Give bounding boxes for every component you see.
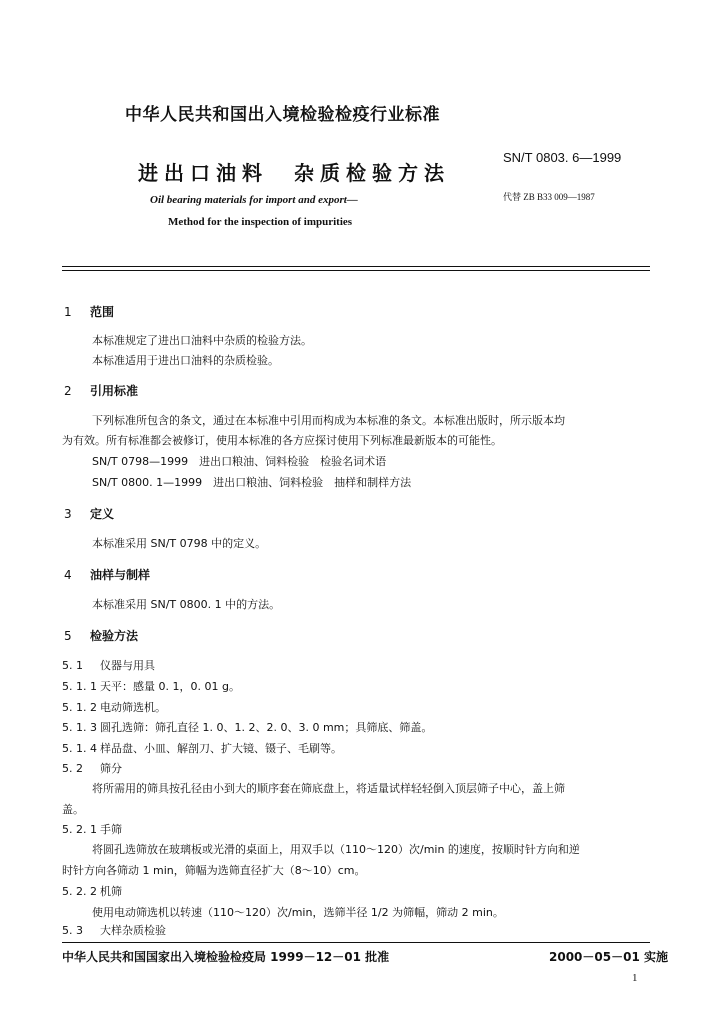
header-divider xyxy=(62,266,650,267)
section-heading: 1 范围 xyxy=(64,305,115,319)
standard-number: SN/T 0803. 6—1999 xyxy=(503,150,622,165)
paragraph: 将所需用的筛具按孔径由小到大的顺序套在筛底盘上，将适量试样轻轻倒入顶层筛子中心，盖上筛 xyxy=(92,782,565,795)
subsection: 5. 2 筛分 xyxy=(62,762,122,775)
paragraph: 使用电动筛选机以转速（110～120）次/min，选筛半径 1/2 为筛幅，筛动 2 min。 xyxy=(92,906,504,919)
document-title: 进出口油料 杂质检验方法 xyxy=(138,161,450,185)
paragraph: 本标准适用于进出口油料的杂质检验。 xyxy=(92,354,279,367)
subsection: 5. 2. 2 机筛 xyxy=(62,885,122,898)
reference-item: SN/T 0798—1999 进出口粮油、饲料检验 检验名词术语 xyxy=(92,455,387,468)
subsection: 5. 2. 1 手筛 xyxy=(62,823,122,836)
replaces-note: 代替 ZB B33 009—1987 xyxy=(503,192,595,202)
org-title: 中华人民共和国出入境检验检疫行业标准 xyxy=(125,105,440,125)
paragraph: 下列标准所包含的条文，通过在本标准中引用而构成为本标准的条文。本标准出版时，所示版本均 xyxy=(92,414,565,427)
paragraph: 本标准采用 SN/T 0800. 1 中的方法。 xyxy=(92,598,281,611)
page-number: 1 xyxy=(632,972,638,984)
subsection: 5. 1. 2 电动筛选机。 xyxy=(62,701,166,714)
paragraph: 为有效。所有标准都会被修订，使用本标准的各方应探讨使用下列标准最新版本的可能性。 xyxy=(62,434,502,447)
subsection: 5. 1 仪器与用具 xyxy=(62,659,155,672)
subsection: 5. 3 大样杂质检验 xyxy=(62,924,166,937)
section-heading: 2 引用标准 xyxy=(64,384,139,398)
paragraph: 盖。 xyxy=(62,803,84,816)
english-title-line-1: Oil bearing materials for import and export— xyxy=(150,194,358,206)
paragraph: 时针方向各筛动 1 min，筛幅为选筛直径扩大（8～10）cm。 xyxy=(62,864,366,877)
subsection: 5. 1. 1 天平：感量 0. 1，0. 01 g。 xyxy=(62,680,240,693)
paragraph: 本标准规定了进出口油料中杂质的检验方法。 xyxy=(92,334,312,347)
paragraph: 将圆孔选筛放在玻璃板或光滑的桌面上，用双手以（110～120）次/min 的速度，按顺时针方向和逆 xyxy=(92,843,580,856)
section-heading: 3 定义 xyxy=(64,507,115,521)
subsection: 5. 1. 3 圆孔选筛：筛孔直径 1. 0、1. 2、2. 0、3. 0 mm；具筛底、筛盖。 xyxy=(62,721,433,734)
effective-date: 2000－05－01 实施 xyxy=(549,950,668,964)
section-heading: 4 油样与制样 xyxy=(64,568,151,582)
paragraph: 本标准采用 SN/T 0798 中的定义。 xyxy=(92,537,267,550)
section-heading: 5 检验方法 xyxy=(64,629,139,643)
footer-divider xyxy=(62,942,650,943)
english-title-line-2: Method for the inspection of impurities xyxy=(168,216,353,228)
header-divider-thin xyxy=(62,270,650,271)
reference-item: SN/T 0800. 1—1999 进出口粮油、饲料检验 抽样和制样方法 xyxy=(92,476,412,489)
approval-note: 中华人民共和国国家出入境检验检疫局 1999－12－01 批准 xyxy=(62,950,390,964)
subsection: 5. 1. 4 样品盘、小皿、解剖刀、扩大镜、镊子、毛刷等。 xyxy=(62,742,342,755)
